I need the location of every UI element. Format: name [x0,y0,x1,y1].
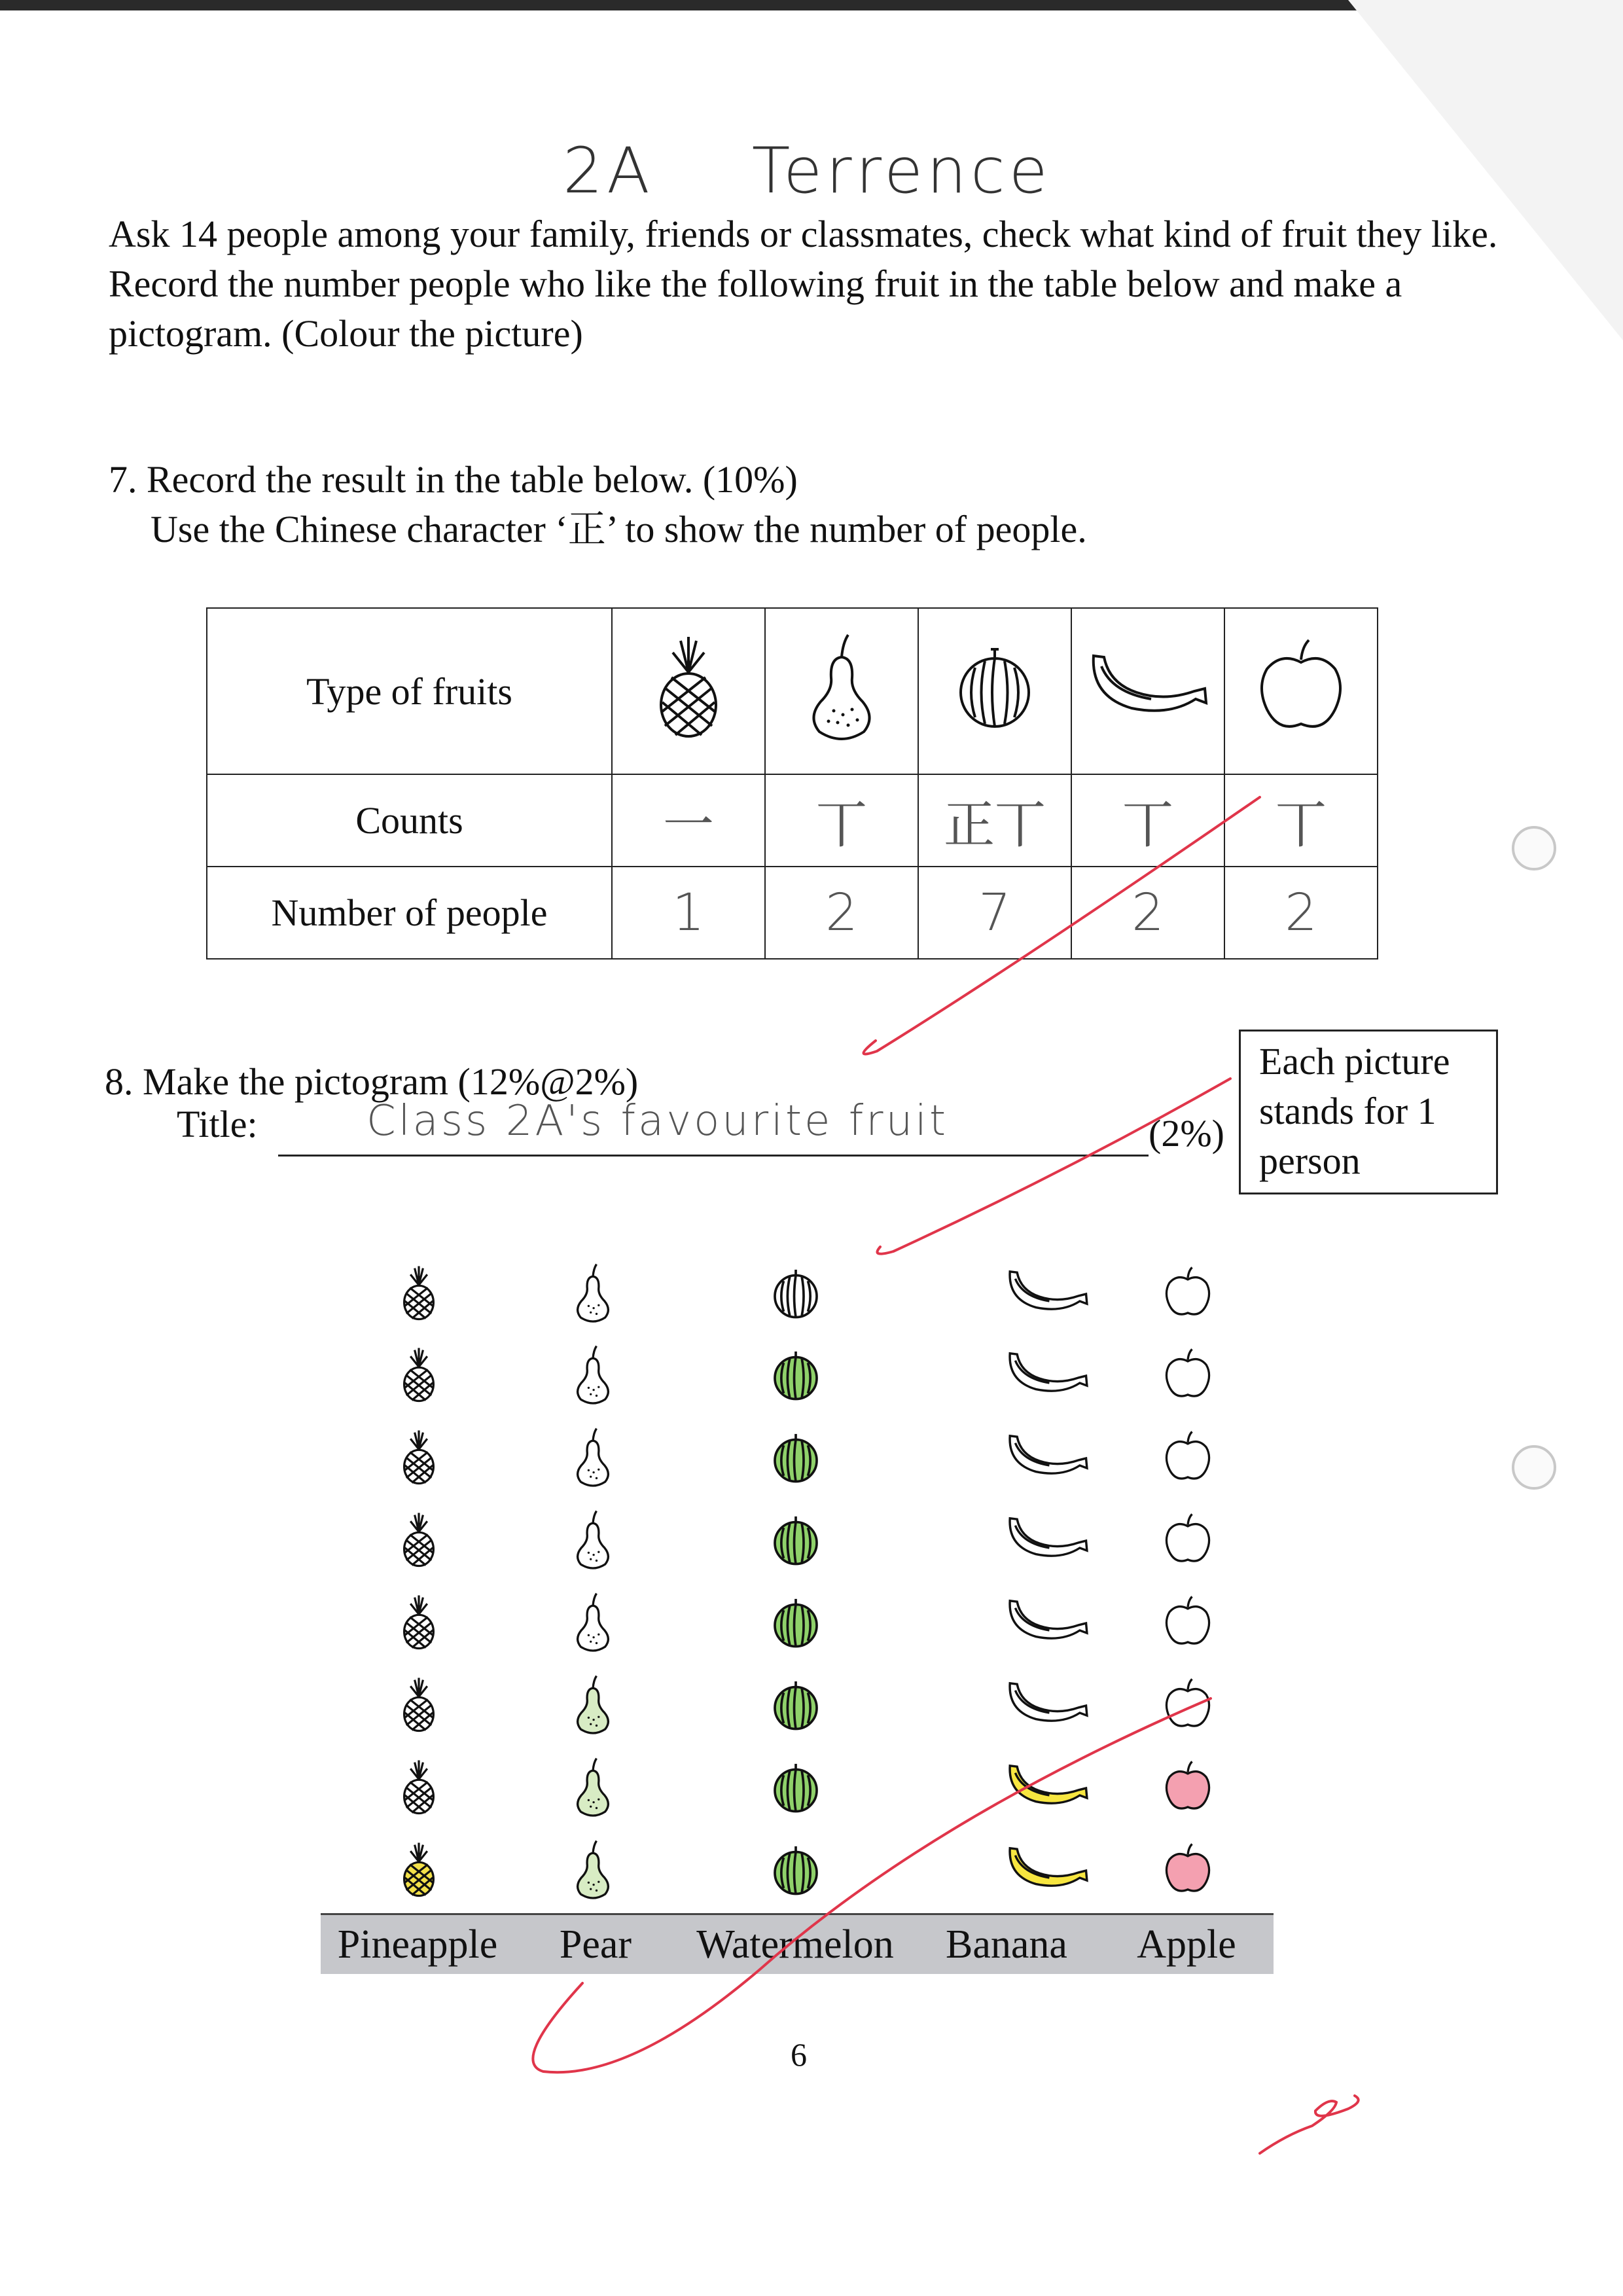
checkmark-table [863,797,1260,1054]
category-label-banana: Banana [946,1922,1067,1967]
pineapple-number: 1 [612,867,765,959]
watermelon-number: 7 [918,867,1071,959]
category-label-pineapple: Pineapple [337,1922,498,1967]
instruction-line-2: Record the number people who like the following fruit in the table below and make a pictogram. (Colour the picture) [109,262,1402,355]
category-label-pear: Pear [559,1922,632,1967]
watermelon-tally: 正丅 [918,774,1071,867]
title-label: Title: [177,1103,258,1145]
category-label-apple: Apple [1137,1922,1236,1967]
category-label-watermelon: Watermelon [696,1922,894,1967]
question-8-title: 8. Make the pictogram (12%@2%) [105,1060,639,1103]
student-name: Terrence [751,134,1052,207]
number-of-people-label: Number of people [207,867,612,959]
pear-number: 2 [765,867,918,959]
pineapple-tally: 一 [612,774,765,867]
title-marks: (2%) [1149,1112,1224,1155]
instruction-line-1: Ask 14 people among your family, friends or classmates, check what kind of fruit they like. [109,213,1498,255]
student-class: 2A [563,134,654,207]
checkmark-pictogram [533,1698,1211,2072]
pear-tally: 丅 [765,774,918,867]
teacher-signature [1260,2096,1359,2153]
question-7-instruction: Use the Chinese character ‘正’ to show the number of people. [151,508,1087,550]
pictogram-key: Each picture stands for 1 person [1239,1030,1498,1194]
apple-tally: 丅 [1224,774,1378,867]
apple-number: 2 [1224,867,1378,959]
type-of-fruits-label: Type of fruits [207,608,612,774]
title-answer: Class 2A's favourite fruit [366,1097,949,1145]
banana-tally: 丅 [1071,774,1224,867]
question-7-title: 7. Record the result in the table below. (10%) [109,458,798,501]
page-number: 6 [791,2036,807,2073]
banana-number: 2 [1071,867,1224,959]
counts-label: Counts [207,774,612,867]
checkmark-title [878,1079,1231,1254]
